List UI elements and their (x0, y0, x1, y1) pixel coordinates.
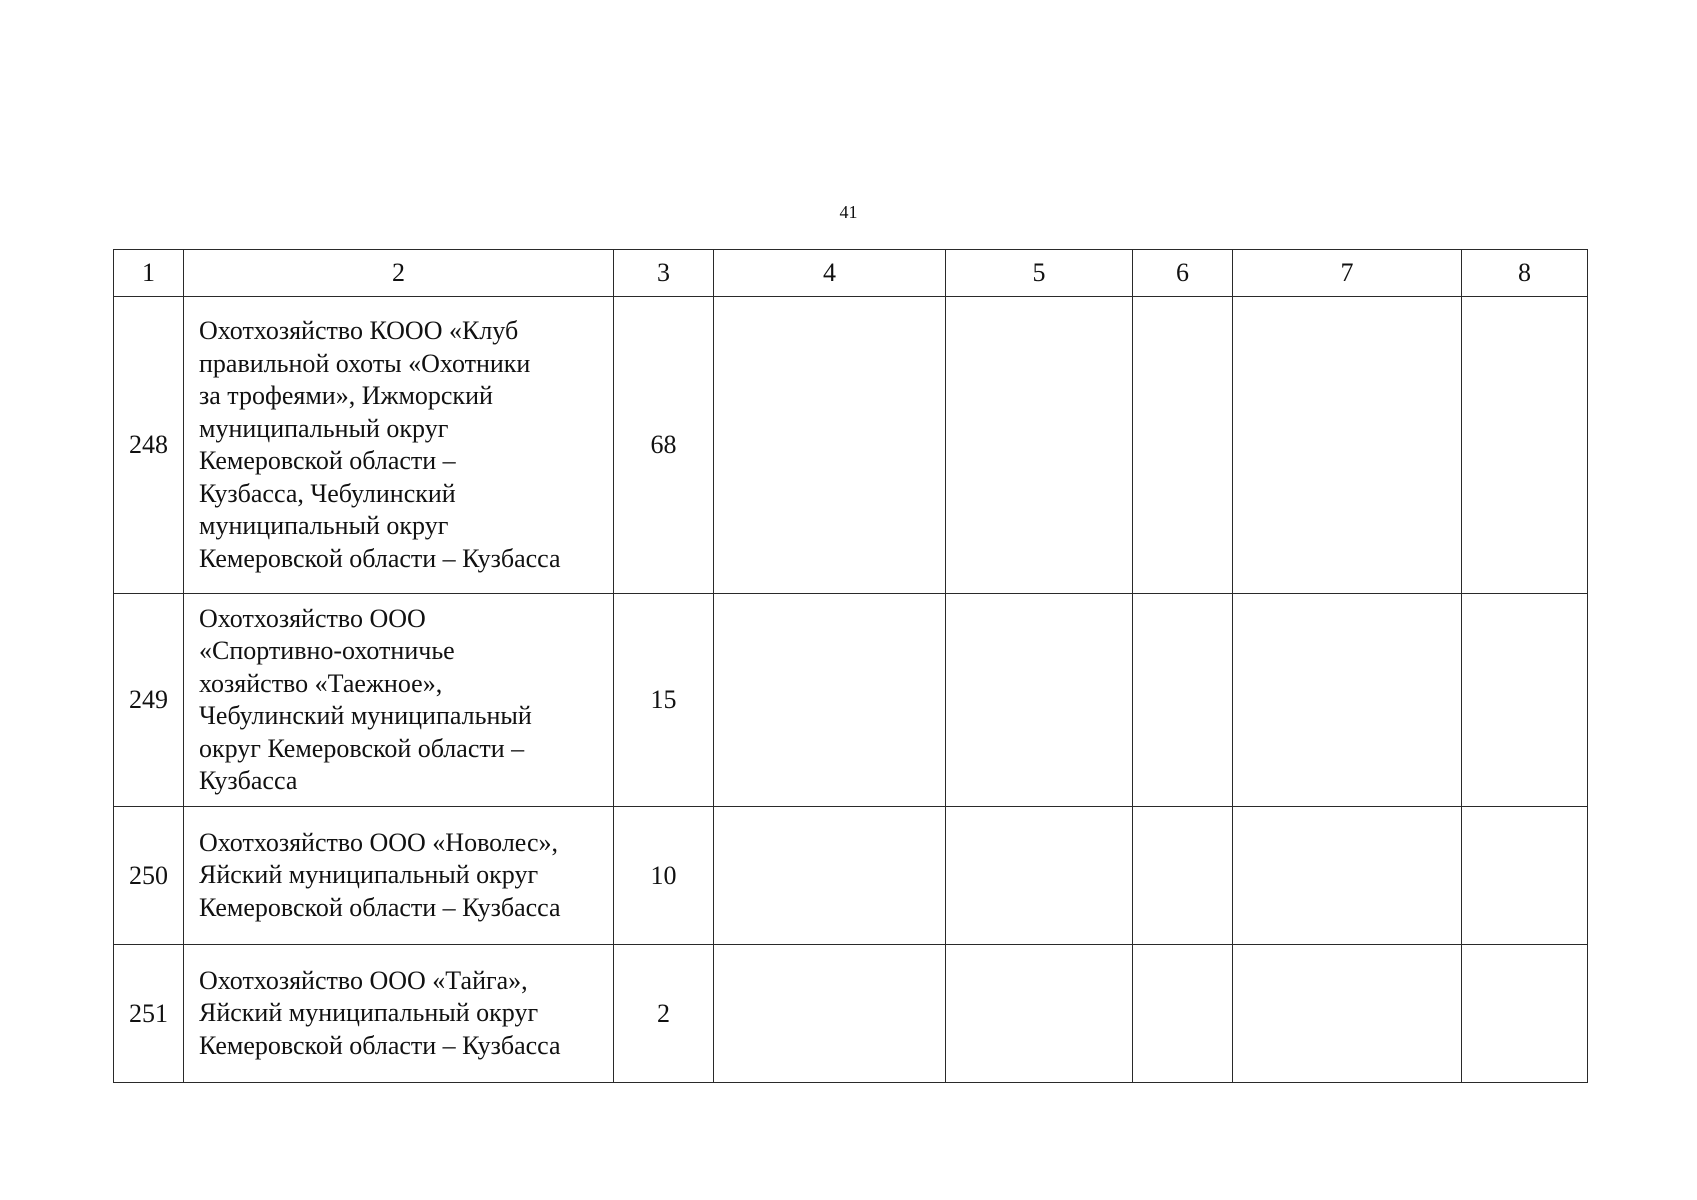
row-value: 15 (614, 594, 714, 807)
row-number: 249 (114, 594, 184, 807)
column-header: 8 (1462, 250, 1588, 297)
empty-cell (1133, 594, 1233, 807)
column-header: 1 (114, 250, 184, 297)
row-number: 251 (114, 945, 184, 1083)
data-table (113, 249, 1588, 1083)
empty-cell (714, 945, 946, 1083)
empty-cell (1133, 297, 1233, 594)
empty-cell (946, 297, 1133, 594)
empty-cell (714, 807, 946, 945)
empty-cell (714, 297, 946, 594)
empty-cell (946, 945, 1133, 1083)
table-row (114, 594, 1588, 807)
empty-cell (1133, 807, 1233, 945)
row-number: 248 (114, 297, 184, 594)
row-value: 10 (614, 807, 714, 945)
row-value: 68 (614, 297, 714, 594)
column-header: 6 (1133, 250, 1233, 297)
empty-cell (1462, 594, 1588, 807)
column-header: 4 (714, 250, 946, 297)
empty-cell (1233, 945, 1462, 1083)
empty-cell (714, 594, 946, 807)
table-header-row (114, 250, 1588, 297)
empty-cell (946, 594, 1133, 807)
empty-cell (1233, 594, 1462, 807)
empty-cell (946, 807, 1133, 945)
empty-cell (1133, 945, 1233, 1083)
column-header: 3 (614, 250, 714, 297)
hunting-ground-name: Охотхозяйство ООО «Новолес», Яйский муниципальный округ Кемеровской области – Кузбасса (184, 807, 614, 945)
empty-cell (1462, 807, 1588, 945)
empty-cell (1233, 807, 1462, 945)
hunting-ground-name: Охотхозяйство ООО «Тайга», Яйский муниципальный округ Кемеровской области – Кузбасса (184, 945, 614, 1083)
empty-cell (1462, 945, 1588, 1083)
table-row (114, 807, 1588, 945)
empty-cell (1462, 297, 1588, 594)
row-number: 250 (114, 807, 184, 945)
table-row (114, 297, 1588, 594)
column-header: 5 (946, 250, 1133, 297)
column-header: 2 (184, 250, 614, 297)
page-number: 41 (839, 202, 858, 222)
hunting-ground-name: Охотхозяйство КООО «Клуб правильной охоты «Охотники за трофеями», Ижморский муниципальный округ Кемеровской области – Кузбасса, Чебулинский муниципальный округ Кемеровской области – Кузбасса (184, 297, 614, 594)
empty-cell (1233, 297, 1462, 594)
hunting-ground-name: Охотхозяйство ООО «Спортивно-охотничье хозяйство «Таежное», Чебулинский муниципальный округ Кемеровской области – Кузбасса (184, 594, 614, 807)
column-header: 7 (1233, 250, 1462, 297)
row-value: 2 (614, 945, 714, 1083)
table-row (114, 945, 1588, 1083)
